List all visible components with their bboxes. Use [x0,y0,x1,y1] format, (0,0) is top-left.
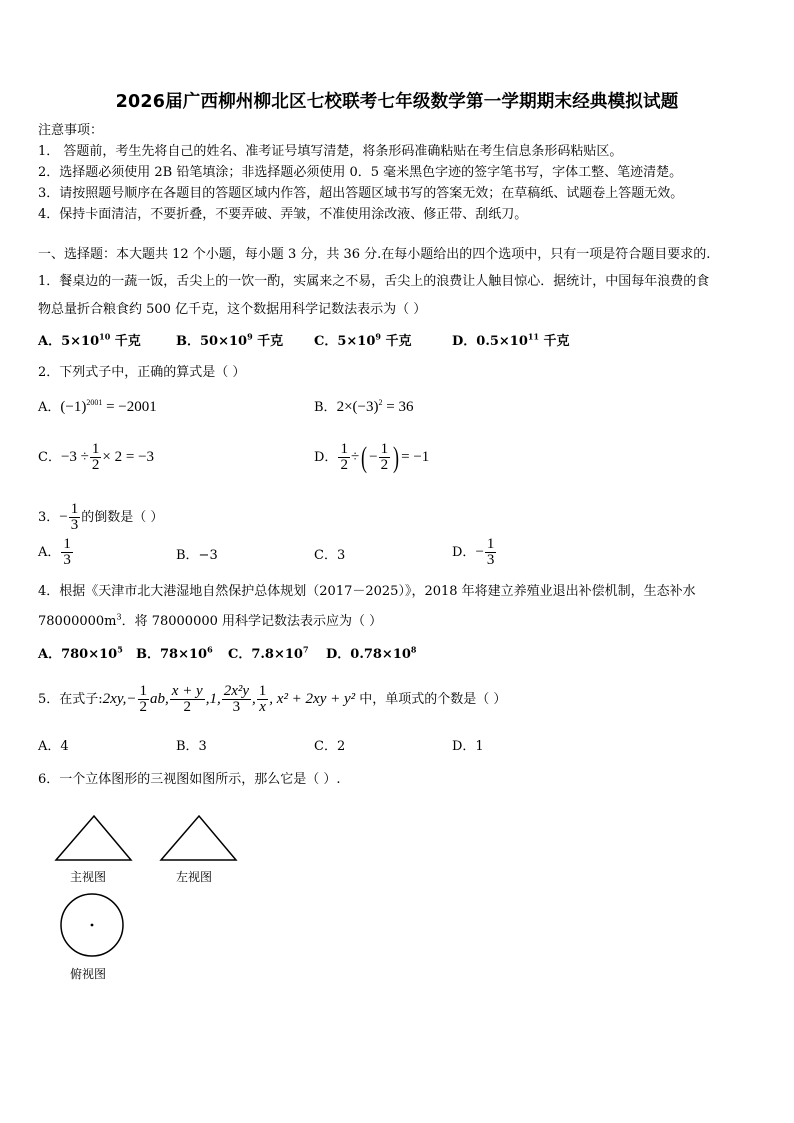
q4-option-b: B．$78\times 10^6$ [136,644,213,662]
left-view-label: 左视图 [176,870,213,884]
q5-option-d: D．1 [452,739,484,754]
q3-stem: 3．− $\frac{1}{3}$ 的倒数是（ ） [38,501,164,533]
q5-option-a: A．4 [38,739,69,754]
top-view-label: 俯视图 [70,967,107,981]
q6-stem: 6．一个立体图形的三视图如图所示，那么它是（ ）. [38,772,341,787]
q4-stem-line2: $78000000m^3$．将 78000000 用科学记数法表示应为（ ） [38,612,383,629]
q4-stem-line1: 4．根据《天津市北大港湿地自然保护总体规划（2017－2025）》，2018 年将建立养殖业退出补偿机制，生态补水 [38,584,696,599]
notice-heading: 注意事项： [38,123,104,138]
q5-option-b: B．3 [176,739,207,754]
q1-option-b: B．$50\times 10^9$ 千克 [176,331,284,349]
notice-item-3: 3．请按照题号顺序在各题目的答题区域内作答，超出答题区域书写的答案无效；在草稿纸、试题卷上答题无效。 [38,186,684,201]
q4-option-a: A．$780\times 10^5$ [38,644,123,662]
q4-option-c: C．$7.8\times 10^7$ [228,644,309,662]
q2-option-b: B．$2\times(-3)^2 = 36$ [314,398,414,415]
q1-option-c: C．$5\times 10^9$ 千克 [314,331,412,349]
q1-option-d: D．$0.5\times 10^{11}$ 千克 [452,331,570,349]
q3-option-c: C．3 [314,548,346,563]
q2-option-c: C．−3 ÷ $\frac{1}{2}$ × 2 = −3 [38,441,155,473]
front-view-triangle [56,816,131,860]
q3-option-a: A． $\frac{1}{3}$ [38,536,71,568]
top-view-center-dot [91,924,94,927]
q4-option-d: D．$0.78\times 10^8$ [326,644,417,662]
q5-option-c: C．2 [314,739,346,754]
q3-option-b: B．−3 [176,548,218,563]
notice-item-1: 1． 答题前，考生先将自己的姓名、准考证号填写清楚，将条形码准确粘贴在考生信息条形码粘贴区。 [38,144,623,159]
left-view-triangle [161,816,236,860]
page-title: 2026届广西柳州柳北区七校联考七年级数学第一学期期末经典模拟试题 [115,92,679,112]
notice-item-2: 2．选择题必须使用 2B 铅笔填涂；非选择题必须使用 0．5 毫米黑色字迹的签字笔书写，字体工整、笔迹清楚。 [38,165,683,180]
q5-stem: 5．在式子:2xy,− $\frac{1}{2}$ ab, $\frac{x + y}{2}$ ,1, $\frac{\text{2x²y}}{3}$ , $\frac{1}{x}$ , x² + 2xy + y² 中，单项式的个数是（ ） [38,683,507,715]
section-heading: 一、选择题：本大题共 12 个小题，每小题 3 分，共 36 分.在每小题给出的四个选项中，只有一项是符合题目要求的. [38,247,711,262]
q1-option-a: A．$5\times 10^{10}$ 千克 [38,331,141,349]
q1-stem-line1: 1．餐桌边的一蔬一饭，舌尖上的一饮一酌，实属来之不易，舌尖上的浪费让人触目惊心．据统计，中国每年浪费的食 [38,274,710,289]
q2-stem: 2．下列式子中，正确的算式是（ ） [38,365,246,380]
q2-option-d: D． $\frac{1}{2}$ ÷( − $\frac{1}{2}$ ) = −1 [314,440,430,474]
notice-item-4: 4．保持卡面清洁，不要折叠，不要弄破、弄皱，不准使用涂改液、修正带、刮纸刀。 [38,207,528,222]
q2-option-a: A．$(-1)^{2001} = -2001$ [38,398,157,415]
q3-option-d: D．− $\frac{1}{3}$ [452,536,495,568]
q1-stem-line2: 物总量折合粮食约 500 亿千克，这个数据用科学记数法表示为（ ） [38,302,427,317]
front-view-label: 主视图 [70,870,107,884]
